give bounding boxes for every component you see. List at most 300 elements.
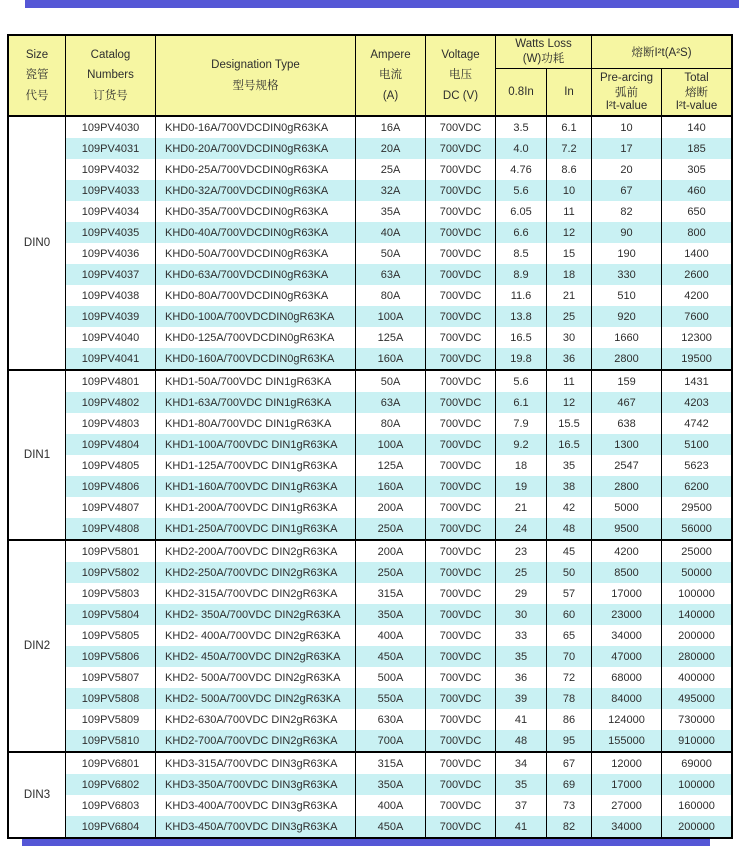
ampere-cell: 160A	[356, 348, 426, 370]
ampere-cell: 450A	[356, 646, 426, 667]
voltage-cell: 700VDC	[426, 583, 496, 604]
designation-cell: KHD0-25A/700VDCDIN0gR63KA	[156, 159, 356, 180]
table-row	[9, 180, 732, 201]
designation-cell: KHD2-700A/700VDC DIN2gR63KA	[156, 730, 356, 752]
prearcing-i2t-cell: 17000	[592, 774, 662, 795]
table-row	[9, 816, 732, 838]
watts-08in-cell: 36	[496, 667, 547, 688]
table-row	[9, 688, 732, 709]
table-row	[9, 562, 732, 583]
watts-08in-cell: 19	[496, 476, 547, 497]
ampere-cell: 100A	[356, 306, 426, 327]
designation-cell: KHD1-160A/700VDC DIN1gR63KA	[156, 476, 356, 497]
watts-in-cell: 10	[547, 180, 592, 201]
watts-in-cell: 69	[547, 774, 592, 795]
prearcing-i2t-cell: 47000	[592, 646, 662, 667]
table-row	[9, 434, 732, 455]
watts-in-cell: 6.1	[547, 116, 592, 138]
prearcing-i2t-cell: 2800	[592, 476, 662, 497]
catalog-number-cell: 109PV4039	[66, 306, 156, 327]
bottom-accent-bar	[22, 839, 710, 846]
ampere-cell: 200A	[356, 497, 426, 518]
catalog-number-cell: 109PV4808	[66, 518, 156, 540]
catalog-number-cell: 109PV5801	[66, 540, 156, 562]
ampere-cell: 315A	[356, 583, 426, 604]
col-header-voltage: Voltage 电压 DC (V)	[426, 36, 496, 117]
voltage-cell: 700VDC	[426, 327, 496, 348]
watts-08in-cell: 11.6	[496, 285, 547, 306]
watts-08in-cell: 6.1	[496, 392, 547, 413]
table-row	[9, 583, 732, 604]
prearcing-i2t-cell: 12000	[592, 752, 662, 774]
ampere-cell: 63A	[356, 392, 426, 413]
ampere-cell: 125A	[356, 455, 426, 476]
table-row	[9, 116, 732, 138]
designation-cell: KHD2-200A/700VDC DIN2gR63KA	[156, 540, 356, 562]
prearcing-i2t-cell: 9500	[592, 518, 662, 540]
voltage-cell: 700VDC	[426, 518, 496, 540]
total-i2t-cell: 800	[662, 222, 732, 243]
voltage-cell: 700VDC	[426, 222, 496, 243]
catalog-number-cell: 109PV4806	[66, 476, 156, 497]
catalog-number-cell: 109PV4033	[66, 180, 156, 201]
total-i2t-cell: 50000	[662, 562, 732, 583]
total-i2t-cell: 1431	[662, 370, 732, 392]
watts-in-cell: 38	[547, 476, 592, 497]
designation-cell: KHD2- 450A/700VDC DIN2gR63KA	[156, 646, 356, 667]
table-row	[9, 222, 732, 243]
watts-in-cell: 15	[547, 243, 592, 264]
designation-cell: KHD0-100A/700VDCDIN0gR63KA	[156, 306, 356, 327]
total-i2t-cell: 495000	[662, 688, 732, 709]
watts-in-cell: 16.5	[547, 434, 592, 455]
table-row	[9, 327, 732, 348]
col-header-catalog: Catalog Numbers 订货号	[66, 36, 156, 117]
top-accent-bar	[25, 0, 739, 8]
voltage-cell: 700VDC	[426, 795, 496, 816]
watts-08in-cell: 30	[496, 604, 547, 625]
voltage-cell: 700VDC	[426, 730, 496, 752]
prearcing-i2t-cell: 90	[592, 222, 662, 243]
watts-08in-cell: 4.0	[496, 138, 547, 159]
watts-08in-cell: 37	[496, 795, 547, 816]
catalog-number-cell: 109PV4038	[66, 285, 156, 306]
designation-cell: KHD2-630A/700VDC DIN2gR63KA	[156, 709, 356, 730]
voltage-cell: 700VDC	[426, 348, 496, 370]
total-i2t-cell: 25000	[662, 540, 732, 562]
catalog-number-cell: 109PV4035	[66, 222, 156, 243]
ampere-cell: 80A	[356, 285, 426, 306]
prearcing-i2t-cell: 638	[592, 413, 662, 434]
designation-cell: KHD3-315A/700VDC DIN3gR63KA	[156, 752, 356, 774]
prearcing-i2t-cell: 190	[592, 243, 662, 264]
designation-cell: KHD1-80A/700VDC DIN1gR63KA	[156, 413, 356, 434]
table-row	[9, 138, 732, 159]
table-row	[9, 518, 732, 540]
voltage-cell: 700VDC	[426, 159, 496, 180]
watts-08in-cell: 29	[496, 583, 547, 604]
ampere-cell: 16A	[356, 116, 426, 138]
ampere-cell: 400A	[356, 795, 426, 816]
watts-08in-cell: 3.5	[496, 116, 547, 138]
designation-cell: KHD0-32A/700VDCDIN0gR63KA	[156, 180, 356, 201]
voltage-cell: 700VDC	[426, 306, 496, 327]
watts-in-cell: 82	[547, 816, 592, 838]
watts-in-cell: 35	[547, 455, 592, 476]
voltage-cell: 700VDC	[426, 455, 496, 476]
ampere-cell: 50A	[356, 243, 426, 264]
ampere-cell: 400A	[356, 625, 426, 646]
total-i2t-cell: 4742	[662, 413, 732, 434]
col-header-watts-in: In	[547, 69, 592, 117]
voltage-cell: 700VDC	[426, 625, 496, 646]
watts-in-cell: 72	[547, 667, 592, 688]
total-i2t-cell: 19500	[662, 348, 732, 370]
col-header-watts-08in: 0.8In	[496, 69, 547, 117]
catalog-number-cell: 109PV4041	[66, 348, 156, 370]
total-i2t-cell: 2600	[662, 264, 732, 285]
catalog-number-cell: 109PV4040	[66, 327, 156, 348]
total-i2t-cell: 730000	[662, 709, 732, 730]
total-i2t-cell: 100000	[662, 774, 732, 795]
watts-08in-cell: 13.8	[496, 306, 547, 327]
watts-08in-cell: 18	[496, 455, 547, 476]
designation-cell: KHD1-100A/700VDC DIN1gR63KA	[156, 434, 356, 455]
total-i2t-cell: 4200	[662, 285, 732, 306]
watts-in-cell: 45	[547, 540, 592, 562]
prearcing-i2t-cell: 155000	[592, 730, 662, 752]
catalog-number-cell: 109PV5803	[66, 583, 156, 604]
prearcing-i2t-cell: 2547	[592, 455, 662, 476]
watts-in-cell: 8.6	[547, 159, 592, 180]
watts-08in-cell: 16.5	[496, 327, 547, 348]
designation-cell: KHD2- 350A/700VDC DIN2gR63KA	[156, 604, 356, 625]
prearcing-i2t-cell: 467	[592, 392, 662, 413]
ampere-cell: 500A	[356, 667, 426, 688]
designation-cell: KHD2- 500A/700VDC DIN2gR63KA	[156, 667, 356, 688]
voltage-cell: 700VDC	[426, 264, 496, 285]
size-group-label: DIN2	[9, 540, 66, 752]
watts-08in-cell: 6.05	[496, 201, 547, 222]
watts-in-cell: 78	[547, 688, 592, 709]
size-group-din2	[9, 540, 732, 752]
designation-cell: KHD2-315A/700VDC DIN2gR63KA	[156, 583, 356, 604]
prearcing-i2t-cell: 330	[592, 264, 662, 285]
table-row	[9, 243, 732, 264]
total-i2t-cell: 910000	[662, 730, 732, 752]
prearcing-i2t-cell: 1660	[592, 327, 662, 348]
watts-in-cell: 11	[547, 201, 592, 222]
voltage-cell: 700VDC	[426, 774, 496, 795]
watts-in-cell: 60	[547, 604, 592, 625]
watts-08in-cell: 33	[496, 625, 547, 646]
watts-in-cell: 86	[547, 709, 592, 730]
ampere-cell: 630A	[356, 709, 426, 730]
watts-08in-cell: 5.6	[496, 370, 547, 392]
col-header-prearcing: Pre-arcing 弧前 I²t-value	[592, 69, 662, 117]
table-row	[9, 455, 732, 476]
prearcing-i2t-cell: 1300	[592, 434, 662, 455]
designation-cell: KHD0-50A/700VDCDIN0gR63KA	[156, 243, 356, 264]
watts-in-cell: 95	[547, 730, 592, 752]
table-row	[9, 774, 732, 795]
total-i2t-cell: 140000	[662, 604, 732, 625]
catalog-number-cell: 109PV5802	[66, 562, 156, 583]
table-row	[9, 348, 732, 370]
prearcing-i2t-cell: 82	[592, 201, 662, 222]
watts-in-cell: 36	[547, 348, 592, 370]
catalog-number-cell: 109PV4803	[66, 413, 156, 434]
prearcing-i2t-cell: 84000	[592, 688, 662, 709]
catalog-number-cell: 109PV4801	[66, 370, 156, 392]
ampere-cell: 80A	[356, 413, 426, 434]
prearcing-i2t-cell: 67	[592, 180, 662, 201]
ampere-cell: 50A	[356, 370, 426, 392]
table-row	[9, 730, 732, 752]
ampere-cell: 450A	[356, 816, 426, 838]
watts-08in-cell: 23	[496, 540, 547, 562]
catalog-number-cell: 109PV4031	[66, 138, 156, 159]
watts-in-cell: 57	[547, 583, 592, 604]
total-i2t-cell: 5623	[662, 455, 732, 476]
col-header-total: Total 熔断 I²t-value	[662, 69, 732, 117]
prearcing-i2t-cell: 4200	[592, 540, 662, 562]
ampere-cell: 35A	[356, 201, 426, 222]
total-i2t-cell: 185	[662, 138, 732, 159]
total-i2t-cell: 400000	[662, 667, 732, 688]
total-i2t-cell: 650	[662, 201, 732, 222]
prearcing-i2t-cell: 34000	[592, 625, 662, 646]
watts-08in-cell: 4.76	[496, 159, 547, 180]
prearcing-i2t-cell: 23000	[592, 604, 662, 625]
voltage-cell: 700VDC	[426, 667, 496, 688]
catalog-number-cell: 109PV4036	[66, 243, 156, 264]
voltage-cell: 700VDC	[426, 116, 496, 138]
catalog-number-cell: 109PV4037	[66, 264, 156, 285]
watts-in-cell: 48	[547, 518, 592, 540]
watts-08in-cell: 8.5	[496, 243, 547, 264]
designation-cell: KHD3-450A/700VDC DIN3gR63KA	[156, 816, 356, 838]
table-row	[9, 264, 732, 285]
table-header	[9, 36, 732, 117]
watts-08in-cell: 39	[496, 688, 547, 709]
table-row	[9, 392, 732, 413]
catalog-number-cell: 109PV4030	[66, 116, 156, 138]
watts-08in-cell: 48	[496, 730, 547, 752]
table-row	[9, 476, 732, 497]
watts-08in-cell: 21	[496, 497, 547, 518]
total-i2t-cell: 12300	[662, 327, 732, 348]
designation-cell: KHD0-125A/700VDCDIN0gR63KA	[156, 327, 356, 348]
catalog-number-cell: 109PV5805	[66, 625, 156, 646]
prearcing-i2t-cell: 20	[592, 159, 662, 180]
total-i2t-cell: 460	[662, 180, 732, 201]
catalog-number-cell: 109PV5804	[66, 604, 156, 625]
ampere-cell: 350A	[356, 774, 426, 795]
prearcing-i2t-cell: 2800	[592, 348, 662, 370]
designation-cell: KHD0-80A/700VDCDIN0gR63KA	[156, 285, 356, 306]
voltage-cell: 700VDC	[426, 476, 496, 497]
watts-in-cell: 67	[547, 752, 592, 774]
watts-in-cell: 25	[547, 306, 592, 327]
designation-cell: KHD3-400A/700VDC DIN3gR63KA	[156, 795, 356, 816]
prearcing-i2t-cell: 34000	[592, 816, 662, 838]
designation-cell: KHD0-35A/700VDCDIN0gR63KA	[156, 201, 356, 222]
table-row	[9, 709, 732, 730]
prearcing-i2t-cell: 510	[592, 285, 662, 306]
total-i2t-cell: 56000	[662, 518, 732, 540]
voltage-cell: 700VDC	[426, 138, 496, 159]
ampere-cell: 25A	[356, 159, 426, 180]
designation-cell: KHD0-160A/700VDCDIN0gR63KA	[156, 348, 356, 370]
watts-08in-cell: 9.2	[496, 434, 547, 455]
designation-cell: KHD3-350A/700VDC DIN3gR63KA	[156, 774, 356, 795]
watts-in-cell: 21	[547, 285, 592, 306]
voltage-cell: 700VDC	[426, 646, 496, 667]
watts-08in-cell: 6.6	[496, 222, 547, 243]
prearcing-i2t-cell: 17	[592, 138, 662, 159]
watts-08in-cell: 41	[496, 709, 547, 730]
prearcing-i2t-cell: 27000	[592, 795, 662, 816]
watts-08in-cell: 5.6	[496, 180, 547, 201]
table-row	[9, 795, 732, 816]
prearcing-i2t-cell: 17000	[592, 583, 662, 604]
total-i2t-cell: 6200	[662, 476, 732, 497]
voltage-cell: 700VDC	[426, 201, 496, 222]
watts-in-cell: 12	[547, 222, 592, 243]
ampere-cell: 550A	[356, 688, 426, 709]
table-row	[9, 285, 732, 306]
voltage-cell: 700VDC	[426, 752, 496, 774]
voltage-cell: 700VDC	[426, 540, 496, 562]
catalog-number-cell: 109PV4034	[66, 201, 156, 222]
designation-cell: KHD1-63A/700VDC DIN1gR63KA	[156, 392, 356, 413]
designation-cell: KHD2- 500A/700VDC DIN2gR63KA	[156, 688, 356, 709]
voltage-cell: 700VDC	[426, 688, 496, 709]
total-i2t-cell: 29500	[662, 497, 732, 518]
table-row	[9, 625, 732, 646]
prearcing-i2t-cell: 124000	[592, 709, 662, 730]
voltage-cell: 700VDC	[426, 392, 496, 413]
catalog-number-cell: 109PV6802	[66, 774, 156, 795]
voltage-cell: 700VDC	[426, 180, 496, 201]
catalog-number-cell: 109PV4032	[66, 159, 156, 180]
col-header-size: Size 瓷管 代号	[9, 36, 66, 117]
prearcing-i2t-cell: 920	[592, 306, 662, 327]
voltage-cell: 700VDC	[426, 243, 496, 264]
voltage-cell: 700VDC	[426, 562, 496, 583]
watts-08in-cell: 8.9	[496, 264, 547, 285]
catalog-number-cell: 109PV4802	[66, 392, 156, 413]
voltage-cell: 700VDC	[426, 413, 496, 434]
table-row	[9, 370, 732, 392]
watts-in-cell: 18	[547, 264, 592, 285]
ampere-cell: 200A	[356, 540, 426, 562]
catalog-number-cell: 109PV6801	[66, 752, 156, 774]
ampere-cell: 125A	[356, 327, 426, 348]
prearcing-i2t-cell: 68000	[592, 667, 662, 688]
catalog-number-cell: 109PV6803	[66, 795, 156, 816]
watts-08in-cell: 7.9	[496, 413, 547, 434]
col-header-designation: Designation Type 型号规格	[156, 36, 356, 117]
voltage-cell: 700VDC	[426, 709, 496, 730]
watts-08in-cell: 35	[496, 774, 547, 795]
designation-cell: KHD1-200A/700VDC DIN1gR63KA	[156, 497, 356, 518]
total-i2t-cell: 1400	[662, 243, 732, 264]
voltage-cell: 700VDC	[426, 285, 496, 306]
prearcing-i2t-cell: 5000	[592, 497, 662, 518]
col-header-watts-loss: Watts Loss (W)功耗	[496, 36, 592, 69]
watts-08in-cell: 34	[496, 752, 547, 774]
catalog-number-cell: 109PV5810	[66, 730, 156, 752]
total-i2t-cell: 200000	[662, 625, 732, 646]
designation-cell: KHD1-125A/700VDC DIN1gR63KA	[156, 455, 356, 476]
table-row	[9, 413, 732, 434]
designation-cell: KHD2-250A/700VDC DIN2gR63KA	[156, 562, 356, 583]
voltage-cell: 700VDC	[426, 434, 496, 455]
ampere-cell: 160A	[356, 476, 426, 497]
total-i2t-cell: 200000	[662, 816, 732, 838]
catalog-number-cell: 109PV5808	[66, 688, 156, 709]
catalog-number-cell: 109PV4804	[66, 434, 156, 455]
ampere-cell: 20A	[356, 138, 426, 159]
watts-in-cell: 11	[547, 370, 592, 392]
designation-cell: KHD0-20A/700VDCDIN0gR63KA	[156, 138, 356, 159]
designation-cell: KHD0-16A/700VDCDIN0gR63KA	[156, 116, 356, 138]
ampere-cell: 350A	[356, 604, 426, 625]
fuse-spec-table	[8, 35, 732, 838]
catalog-number-cell: 109PV4805	[66, 455, 156, 476]
voltage-cell: 700VDC	[426, 816, 496, 838]
catalog-number-cell: 109PV5806	[66, 646, 156, 667]
table-row	[9, 497, 732, 518]
size-group-label: DIN3	[9, 752, 66, 838]
catalog-number-cell: 109PV6804	[66, 816, 156, 838]
voltage-cell: 700VDC	[426, 604, 496, 625]
watts-08in-cell: 41	[496, 816, 547, 838]
catalog-number-cell: 109PV5807	[66, 667, 156, 688]
watts-in-cell: 42	[547, 497, 592, 518]
total-i2t-cell: 7600	[662, 306, 732, 327]
voltage-cell: 700VDC	[426, 497, 496, 518]
size-group-din1	[9, 370, 732, 540]
col-header-ampere: Ampere 电流 (A)	[356, 36, 426, 117]
watts-08in-cell: 25	[496, 562, 547, 583]
table-row	[9, 604, 732, 625]
designation-cell: KHD2- 400A/700VDC DIN2gR63KA	[156, 625, 356, 646]
ampere-cell: 250A	[356, 562, 426, 583]
ampere-cell: 100A	[356, 434, 426, 455]
total-i2t-cell: 160000	[662, 795, 732, 816]
designation-cell: KHD1-250A/700VDC DIN1gR63KA	[156, 518, 356, 540]
prearcing-i2t-cell: 159	[592, 370, 662, 392]
watts-08in-cell: 19.8	[496, 348, 547, 370]
table-row	[9, 306, 732, 327]
ampere-cell: 40A	[356, 222, 426, 243]
total-i2t-cell: 305	[662, 159, 732, 180]
designation-cell: KHD1-50A/700VDC DIN1gR63KA	[156, 370, 356, 392]
watts-in-cell: 70	[547, 646, 592, 667]
ampere-cell: 32A	[356, 180, 426, 201]
size-group-din0	[9, 116, 732, 370]
watts-in-cell: 30	[547, 327, 592, 348]
ampere-cell: 63A	[356, 264, 426, 285]
table-row	[9, 540, 732, 562]
watts-in-cell: 7.2	[547, 138, 592, 159]
designation-cell: KHD0-40A/700VDCDIN0gR63KA	[156, 222, 356, 243]
table-row	[9, 752, 732, 774]
size-group-label: DIN1	[9, 370, 66, 540]
